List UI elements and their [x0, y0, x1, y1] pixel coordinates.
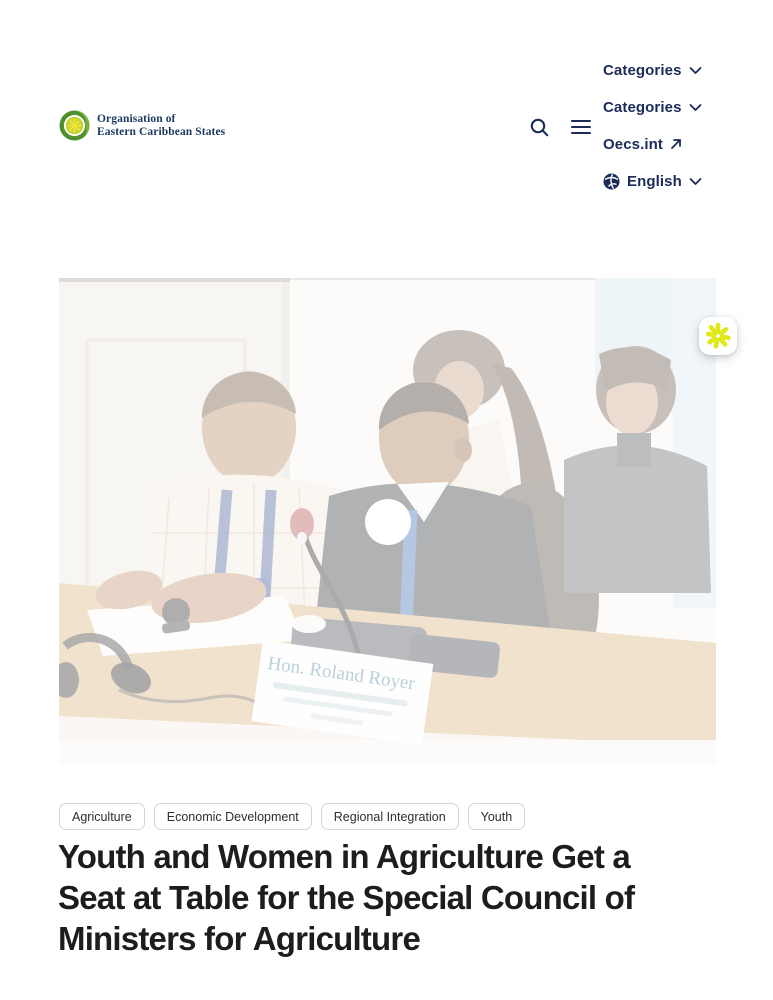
header-nav: [603, 59, 702, 192]
accessibility-widget-button[interactable]: [699, 317, 737, 355]
arrow-up-right-icon: [670, 138, 682, 150]
nav-label: English: [627, 172, 682, 190]
hero-image: [59, 278, 716, 765]
nav-label: Categories: [603, 98, 682, 116]
oecs-logo-icon: [59, 110, 90, 141]
nav-label: Oecs.int: [603, 135, 663, 153]
nav-item-oecs-int[interactable]: [603, 133, 682, 155]
menu-button[interactable]: [568, 114, 594, 140]
tag-youth[interactable]: Youth: [468, 803, 526, 830]
chevron-down-icon: [689, 103, 702, 112]
chevron-down-icon: [689, 177, 702, 186]
tag-economic-development[interactable]: Economic Development: [154, 803, 312, 830]
nav-label: Categories: [603, 61, 682, 79]
search-button[interactable]: [526, 114, 552, 140]
logo-line-1: Organisation of: [97, 113, 176, 125]
hamburger-icon: [571, 119, 591, 135]
nav-item-categories-1[interactable]: [603, 59, 702, 81]
oecs-logo[interactable]: [59, 110, 225, 141]
article-title-line-1: Youth and Women in Agriculture Get a: [58, 838, 630, 875]
tag-regional-integration[interactable]: Regional Integration: [321, 803, 459, 830]
article-title-line-3: Ministers for Agriculture: [58, 920, 420, 957]
asterisk-icon: [705, 323, 731, 349]
nav-item-categories-2[interactable]: [603, 96, 702, 118]
nav-item-language[interactable]: [603, 170, 702, 192]
logo-line-2: Eastern Caribbean States: [97, 125, 226, 138]
article-title: [58, 836, 748, 959]
hero-photo-illustration: [59, 278, 716, 765]
oecs-logo-text: [97, 113, 225, 138]
chevron-down-icon: [689, 66, 702, 75]
search-icon: [529, 117, 550, 138]
article-tags: [59, 803, 525, 830]
tag-agriculture[interactable]: Agriculture: [59, 803, 145, 830]
white-circle-overlay: [365, 499, 411, 545]
globe-icon: [603, 173, 620, 190]
article-title-line-2: Seat at Table for the Special Council of: [58, 879, 635, 916]
